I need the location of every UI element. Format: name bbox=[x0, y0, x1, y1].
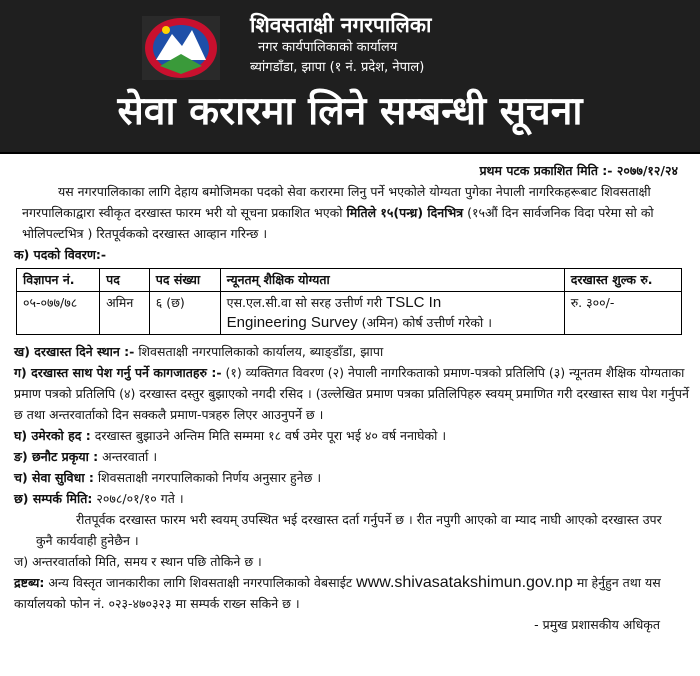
signature: - प्रमुख प्रशासकीय अधिकृत bbox=[534, 617, 660, 632]
intro-text-b: (१५औं दिन सार्वजनिक विदा परेमा सो को भोलिपल्टभित्र ) रितपूर्वकको दरखास्त आव्हान गरिन्छ । bbox=[22, 205, 654, 241]
post-table bbox=[16, 268, 682, 335]
intro-deadline: मितिले १५(पन्ध्र) दिनभित्र bbox=[346, 205, 464, 220]
col-count: पद संख्या bbox=[149, 269, 220, 292]
section-ga bbox=[0, 362, 700, 425]
col-qualification: न्यूनतम् शैक्षिक योग्यता bbox=[220, 269, 564, 292]
notice-header bbox=[0, 0, 700, 154]
table-row bbox=[17, 292, 682, 335]
col-fee: दरखास्त शुल्क रु. bbox=[564, 269, 681, 292]
chha-note: रीतपूर्वक दरखास्त फारम भरी स्वयम् उपस्थित भई दरखास्त दर्ता गर्नुपर्ने छ । रीत नपुगी आएको वा म्याद नाघी आएको दरखास्त उपर कुनै कार्यवाही हुनेछैन । bbox=[36, 512, 662, 548]
publish-date-label: प्रथम पटक प्रकाशित मिति :- bbox=[479, 163, 613, 178]
municipality-emblem-icon bbox=[142, 16, 220, 80]
section-ja: ज) अन्तरवार्ताको मिति, समय र स्थान पछि तोकिने छ । bbox=[14, 554, 262, 569]
col-post: पद bbox=[100, 269, 150, 292]
cell-qualification bbox=[220, 292, 564, 335]
office-name: नगर कार्यपालिकाको कार्यालय bbox=[258, 40, 398, 55]
qual-eng-1: TSLC In bbox=[386, 294, 442, 311]
gha-label: घ) उमेरको हद : bbox=[14, 428, 91, 443]
notice-title: सेवा करारमा लिने सम्बन्धी सूचना bbox=[117, 89, 583, 134]
nga-label: ङ) छनौट प्रकृया : bbox=[14, 449, 99, 464]
table-header-row bbox=[17, 269, 682, 292]
note-text-b: मा हेर्नुहुन तथा यस कार्यालयको फोन नं. ०२३-४७०३२३ मा सम्पर्क राख्न सकिने छ । bbox=[14, 575, 661, 611]
cha-text: शिवसताक्षी नगरपालिकाको निर्णय अनुसार हुनेछ । bbox=[97, 470, 322, 485]
cell-fee: रु. ३००/- bbox=[564, 292, 681, 335]
section-chha bbox=[0, 488, 700, 509]
cell-ad-no: ०५-०७७/७८ bbox=[17, 292, 100, 335]
section-note bbox=[0, 572, 700, 614]
ga-text: (१) व्यक्तिगत विवरण (२) नेपाली नागरिकताको प्रमाण-पत्रको प्रतिलिपि (३) न्यूनतम शैक्षिक योग्यताका प्रमाण पत्रको प्रतिलिपि (४) दरखास्त दस्तुर बुझाएको नगदी रसिद । (उल्लेखित प्रमाण पत्रका प्रतिलिपिहरु स्वयम् प्रमाणित गरी दरखास्त साथ पेश गर्नुपर्ने छ तथा अन्तरवार्ताको दिन सक्कलै प्रमाण-पत्रहरु लिएर आउनुपर्ने छ । bbox=[14, 365, 689, 422]
chha-label: छ) सम्पर्क मिति: bbox=[14, 491, 93, 506]
intro-text-a: यस नगरपालिकाका लागि देहाय बमोजिमका पदको सेवा करारमा लिनु पर्ने भएकोले योग्यता पुगेका नेपाली नागरिकहरूबाट शिवसताक्षी नगरपालिकाद्वारा स्वीकृत दरखास्त फारम भरी यो सूचना प्रकाशित भएको bbox=[22, 184, 651, 220]
section-nga bbox=[0, 446, 700, 467]
cha-label: च) सेवा सुविधा : bbox=[14, 470, 94, 485]
publish-date: २०७७/१२/२४ bbox=[616, 163, 678, 178]
office-address: ब्यांगडाँडा, झापा (१ नं. प्रदेश, नेपाल) bbox=[250, 60, 425, 75]
kha-text: शिवसताक्षी नगरपालिकाको कार्यालय, ब्याङ्डाँडा, झापा bbox=[138, 344, 384, 359]
post-details-label bbox=[0, 244, 700, 265]
col-ad-no: विज्ञापन नं. bbox=[17, 269, 100, 292]
note-label: द्रष्टब्य: bbox=[14, 575, 45, 590]
qual-text-a: एस.एल.सी.वा सो सरह उत्तीर्ण गरी bbox=[226, 295, 383, 310]
ga-label: ग) दरखास्त साथ पेश गर्नु पर्ने कागजातहरु :- bbox=[14, 365, 222, 380]
intro-paragraph bbox=[0, 181, 700, 244]
section-cha bbox=[0, 467, 700, 488]
note-text-a: अन्य विस्तृत जानकारीका लागि शिवसताक्षी नगरपालिकाको वेबसाईट bbox=[48, 575, 353, 590]
org-name: शिवसताक्षी नगरपालिका bbox=[250, 13, 432, 37]
publish-date-line bbox=[0, 160, 700, 181]
gha-text: दरखास्त बुझाउने अन्तिम मिति सम्ममा १८ वर्ष उमेर पूरा भई ४० वर्ष ननाघेको । bbox=[94, 428, 447, 443]
post-details-heading: क) पदको विवरण:- bbox=[14, 247, 107, 262]
section-kha bbox=[0, 341, 700, 362]
website-link[interactable]: www.shivasatakshimun.gov.np bbox=[356, 574, 573, 591]
chha-text: २०७८/०१/१० गते । bbox=[96, 491, 184, 506]
section-gha bbox=[0, 425, 700, 446]
kha-label: ख) दरखास्त दिने स्थान :- bbox=[14, 344, 135, 359]
org-block bbox=[250, 12, 431, 78]
notice-body bbox=[0, 160, 700, 635]
qual-text-b: (अमिन) कोर्ष उत्तीर्ण गरेको । bbox=[361, 315, 492, 330]
cell-post: अमिन bbox=[100, 292, 150, 335]
cell-count: ६ (छ) bbox=[149, 292, 220, 335]
nga-text: अन्तरवार्ता । bbox=[102, 449, 158, 464]
qual-eng-2: Engineering Survey bbox=[226, 314, 358, 331]
